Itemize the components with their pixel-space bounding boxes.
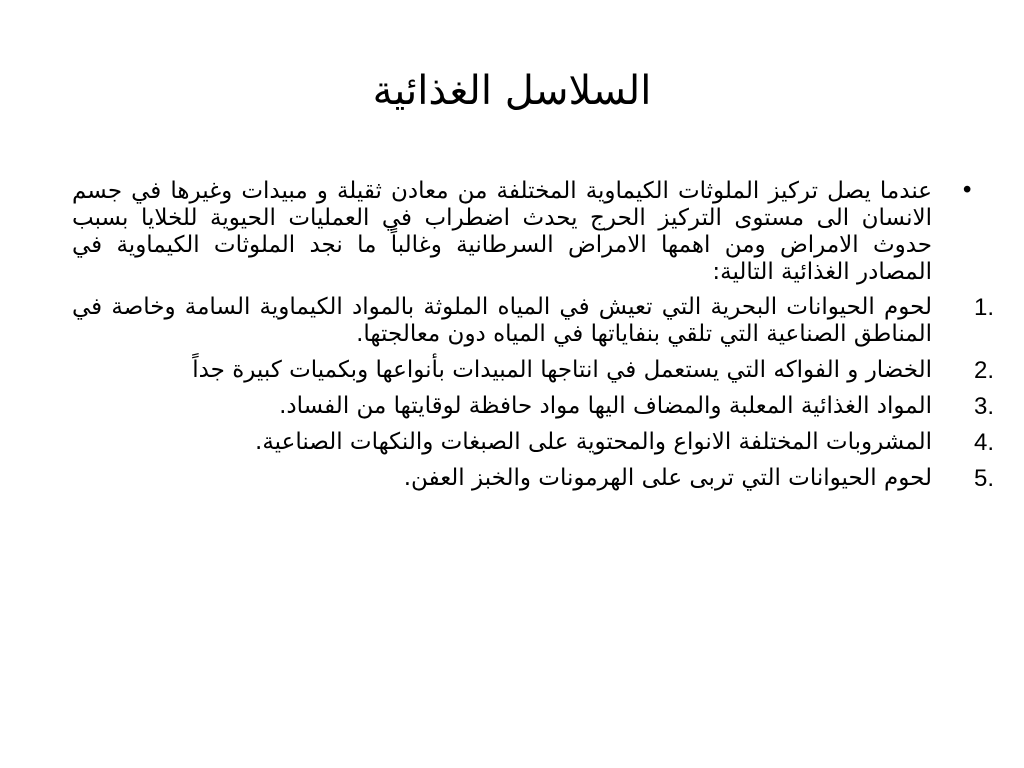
list-item-text: المواد الغذائية المعلبة والمضاف اليها مواد حافظة لوقايتها من الفساد. xyxy=(279,393,932,419)
list-item-text: المشروبات المختلفة الانواع والمحتوية على الصبغات والنكهات الصناعية. xyxy=(255,429,932,455)
list-item xyxy=(72,294,995,348)
list-item xyxy=(72,357,995,384)
intro-text: عندما يصل تركيز الملوثات الكيماوية المختلفة من معادن ثقيلة و مبيدات وغيرها في جسم الانسان الى مستوى التركيز الحرج يحدث اضطراب في العمليات الحيوية للخلايا بسبب حدوث الامراض ومن اهمها الامراض السرطانية وغالباً ما نجد الملوثات الكيماوية في المصادر الغذائية التالية: xyxy=(72,178,932,285)
food-sources-list xyxy=(72,294,995,492)
list-item xyxy=(72,465,995,492)
list-item-number: 5. xyxy=(974,465,995,492)
list-item-text: لحوم الحيوانات التي تربى على الهرمونات والخبز العفن. xyxy=(403,465,932,491)
list-item-number: 4. xyxy=(974,429,995,456)
intro-paragraph xyxy=(72,178,974,286)
list-item-number: 1. xyxy=(974,294,995,321)
list-item-number: 2. xyxy=(974,357,995,384)
list-item xyxy=(72,393,995,420)
bullet-icon: • xyxy=(960,178,974,204)
list-item-text: الخضار و الفواكه التي يستعمل في انتاجها المبيدات بأنواعها وبكميات كبيرة جداً xyxy=(192,357,932,383)
list-item-number: 3. xyxy=(974,393,995,420)
list-item xyxy=(72,429,995,456)
slide-title: السلاسل الغذائية xyxy=(372,68,652,114)
slide-content xyxy=(72,178,995,501)
list-item-text: لحوم الحيوانات البحرية التي تعيش في المياه الملوثة بالمواد الكيماوية السامة وخاصة في المناطق الصناعية التي تلقي بنفاياتها في المياه دون معالجتها. xyxy=(72,294,932,347)
